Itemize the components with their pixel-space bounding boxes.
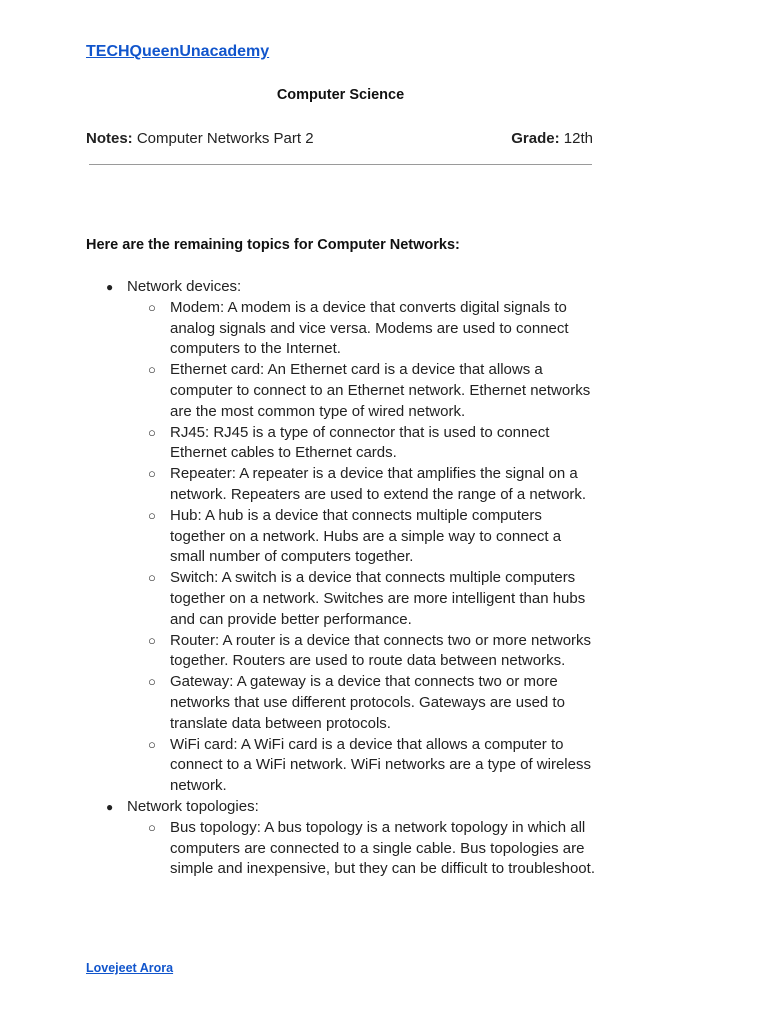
list-item-text: Hub: A hub is a device that connects multiple computers together on a network. Hubs are a simple way to connect a small number of computers together. [170,506,562,566]
list-item-text: Modem: A modem is a device that converts digital signals to analog signals and vice versa. Modems are used to connect computers to the Internet. [170,298,569,358]
hollow-bullet-icon: ○ [148,570,156,586]
hollow-bullet-icon: ○ [148,362,156,378]
list-item-modem [0,298,600,360]
section-title: Network topologies: [127,797,259,815]
list-item-text: Ethernet card: An Ethernet card is a device that allows a computer to connect to an Ethernet network. Ethernet networks are the most common type of wired network. [170,361,591,420]
list-item-text: Router: A router is a device that connects two or more networks together. Routers are used to route data between networks. [170,631,592,670]
list-item-wifi-card [0,735,600,797]
intro-heading: Here are the remaining topics for Computer Networks: [86,237,460,253]
header-divider [89,164,592,165]
list-item-text: RJ45: RJ45 is a type of connector that is used to connect Ethernet cables to Ethernet cards. [170,423,550,462]
section-network-topologies [0,797,700,818]
bullet-icon: ● [106,799,114,814]
author-link[interactable]: Lovejeet Arora [86,961,174,975]
grade-label: Grade: [511,130,560,147]
list-item-text: WiFi card: A WiFi card is a device that allows a computer to connect to a WiFi network. WiFi networks are a type of wireless network. [170,735,591,795]
hollow-bullet-icon: ○ [148,299,156,315]
list-item-gateway [0,672,600,734]
notes-value: Computer Networks Part 2 [136,130,314,147]
section-title: Network devices: [127,278,242,295]
notes-field [86,130,314,147]
bullet-icon: ● [106,280,114,294]
section-network-devices [0,277,700,298]
list-item-text: Repeater: A repeater is a device that amplifies the signal on a network. Repeaters are used to extend the range of a network. [170,465,587,503]
list-item-repeater [0,464,600,506]
hollow-bullet-icon: ○ [148,674,156,690]
list-item-text: Bus topology: A bus topology is a network topology in which all computers are connected to a single cable. Bus topologies are simple and inexpensive, but they can be difficult to troubleshoot. [170,818,595,878]
list-item-switch [0,568,600,630]
list-item-ethernet-card [0,360,600,422]
grade-field [511,130,593,147]
site-name-link[interactable]: TECHQueenUnacademy [86,43,270,60]
list-item-text: Switch: A switch is a device that connects multiple computers together on a network. Switches are more intelligent than hubs and can provide better performance. [170,569,586,628]
topics-outline [0,277,700,880]
list-item-text: Gateway: A gateway is a device that connects two or more networks that use different protocols. Gateways are used to translate data between protocols. [170,673,565,732]
subject-title: Computer Science [276,87,405,103]
list-item-hub [0,506,600,568]
hollow-bullet-icon: ○ [148,507,156,523]
notes-label: Notes: [86,130,133,147]
hollow-bullet-icon: ○ [148,736,156,752]
list-item-router [0,631,600,673]
list-item-bus-topology [0,818,600,880]
hollow-bullet-icon: ○ [148,424,156,440]
hollow-bullet-icon: ○ [148,632,156,648]
hollow-bullet-icon: ○ [148,466,156,482]
list-item-rj45 [0,423,600,465]
hollow-bullet-icon: ○ [148,819,156,835]
grade-value: 12th [563,130,593,147]
